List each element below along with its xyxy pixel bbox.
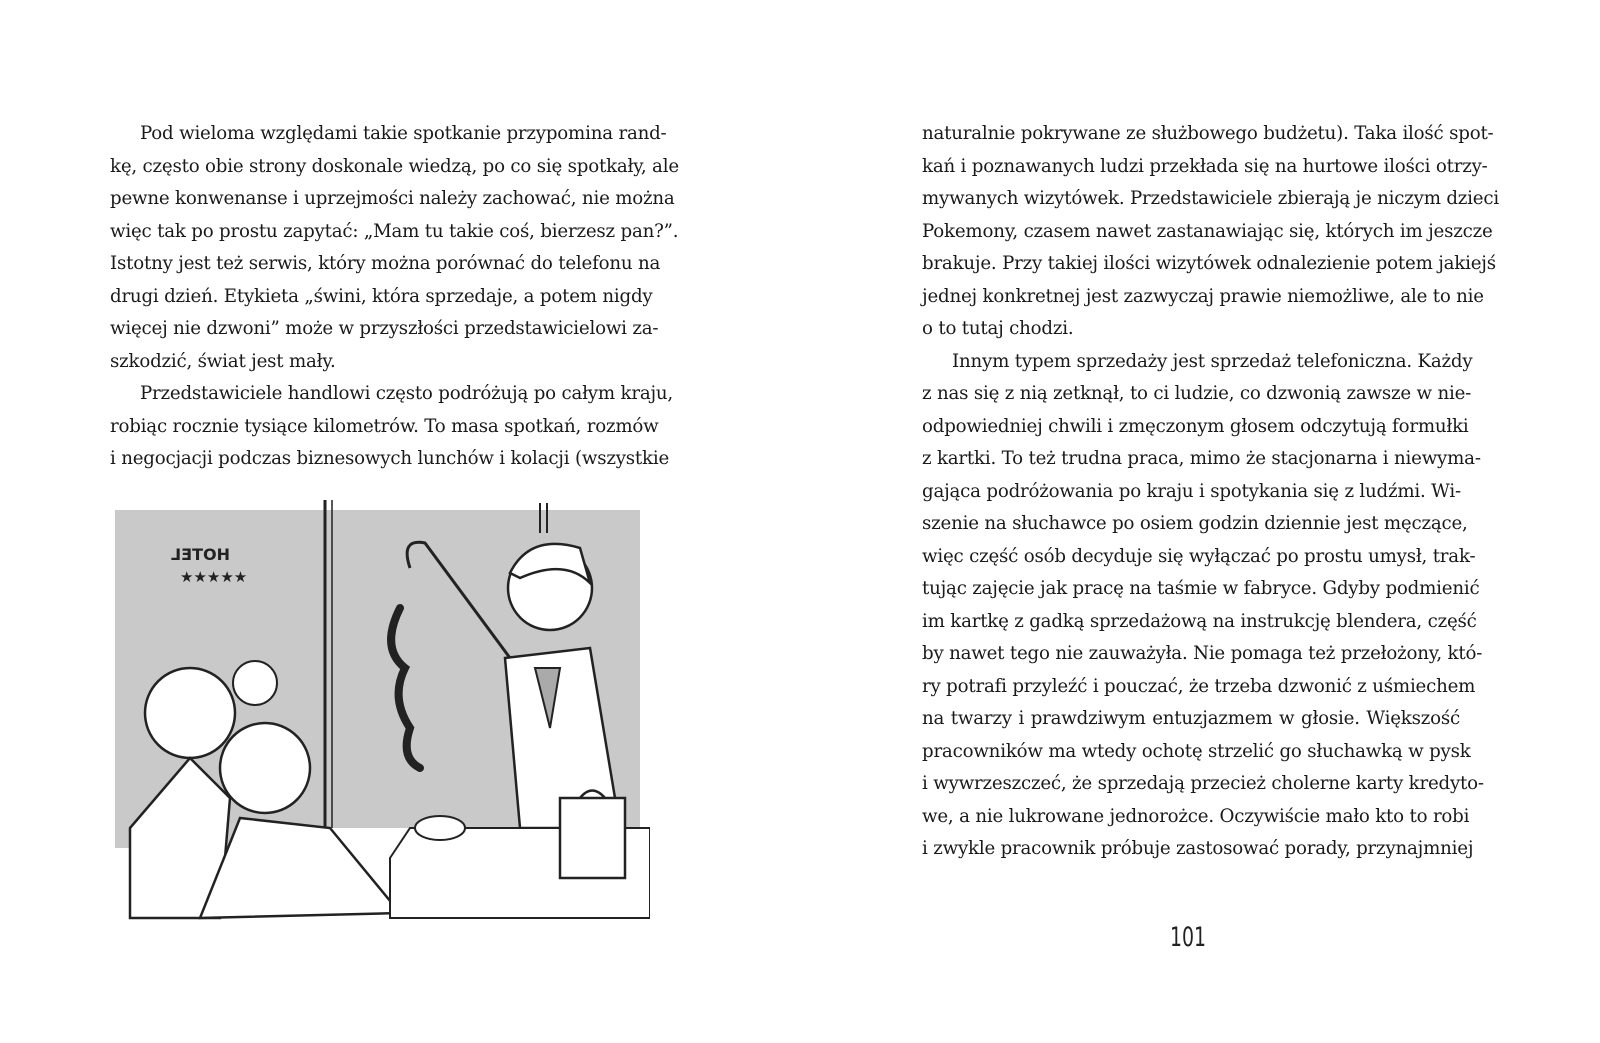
text-line: im kartkę z gadką sprzedażową na instrukcję blendera, część (922, 610, 1477, 632)
text-line: z nas się z nią zetknął, to ci ludzie, co dzwonią zawsze w nie- (922, 383, 1472, 404)
text-line: jednej konkretnej jest zazwyczaj prawie niemożliwe, ale to nie (922, 285, 1484, 307)
text-line: robiąc rocznie tysiące kilometrów. To masa spotkań, rozmów (110, 415, 659, 437)
text-line: na twarzy i prawdziwym entuzjazmem w głosie. Większość (922, 708, 1460, 729)
text-line: i negocjacji podczas biznesowych lunchów i kolacji (wszystkie (110, 448, 670, 469)
page-number: 101 (1170, 922, 1207, 953)
text-line: drugi dzień. Etykieta „świni, która sprzedaje, a potem nigdy (110, 285, 653, 307)
text-line: odpowiedniej chwili i zmęczonym głosem odczytują formułki (922, 415, 1469, 437)
text-line: brakuje. Przy takiej ilości wizytówek odnalezienie potem jakiejś (922, 253, 1496, 274)
text-line: pracowników ma wtedy ochotę strzelić go słuchawką w pysk (922, 740, 1471, 762)
text-line: naturalnie pokrywane ze służbowego budżetu). Taka ilość spot- (922, 123, 1494, 144)
text-line: więc część osób decyduje się wyłączać po prostu umysł, trak- (922, 545, 1476, 567)
text-line: mywanych wizytówek. Przedstawiciele zbierają je niczym dzieci (922, 188, 1499, 209)
text-line: Istotny jest też serwis, który można porównać do telefonu na (110, 253, 661, 274)
text-line: więcej nie dzwoni” może w przyszłości przedstawicielowi za- (110, 318, 659, 339)
text-line: Przedstawiciele handlowi często podróżują po całym kraju, (140, 383, 673, 404)
text-line: gająca podróżowania po kraju i spotykania się z ludźmi. Wi- (922, 480, 1461, 502)
text-line: więc tak po prostu zapytać: „Mam tu takie coś, bierzesz pan?”. (110, 220, 679, 242)
text-line: i zwykle pracownik próbuje zastosować porady, przynajmniej (922, 838, 1474, 859)
text-line: z kartki. To też trudna praca, mimo że stacjonarna i niewyma- (922, 448, 1481, 469)
text-line: Pokemony, czasem nawet zastanawiając się, których im jeszcze (922, 220, 1493, 242)
text-line: ry potrafi przyleźć i pouczać, że trzeba dzwonić z uśmiechem (922, 675, 1476, 697)
text-line: we, a nie lukrowane jednorożce. Oczywiście mało kto to robi (922, 805, 1470, 827)
right-page-text (922, 118, 1499, 866)
text-line: o to tutaj chodzi. (922, 318, 1074, 339)
text-line: tując zajęcie jak pracę na taśmie w fabryce. Gdyby podmienić (922, 578, 1480, 599)
text-line: Pod wieloma względami takie spotkanie przypomina rand- (140, 123, 667, 144)
text-line: kę, często obie strony doskonale wiedzą, po co się spotkały, ale (110, 155, 679, 177)
hotel-sign: HOTEL (170, 545, 230, 564)
text-line: szkodzić, świat jest mały. (110, 350, 336, 372)
text-line: szenie na słuchawce po osiem godzin dziennie jest męczące, (922, 513, 1468, 534)
text-line: kań i poznawanych ludzi przekłada się na hurtowe ilości otrzy- (922, 155, 1488, 177)
left-page-text (110, 118, 679, 476)
text-line: Innym typem sprzedaży jest sprzedaż telefoniczna. Każdy (952, 350, 1473, 372)
text-line: pewne konwenanse i uprzejmości należy zachować, nie można (110, 188, 675, 209)
text-line: by nawet tego nie zauważyła. Nie pomaga też przełożony, któ- (922, 643, 1483, 664)
text-line: i wywrzeszczeć, że sprzedają przecież cholerne karty kredyto- (922, 773, 1484, 794)
hotel-stars: ★★★★★ (180, 568, 248, 586)
cartoon-illustration (110, 498, 650, 938)
